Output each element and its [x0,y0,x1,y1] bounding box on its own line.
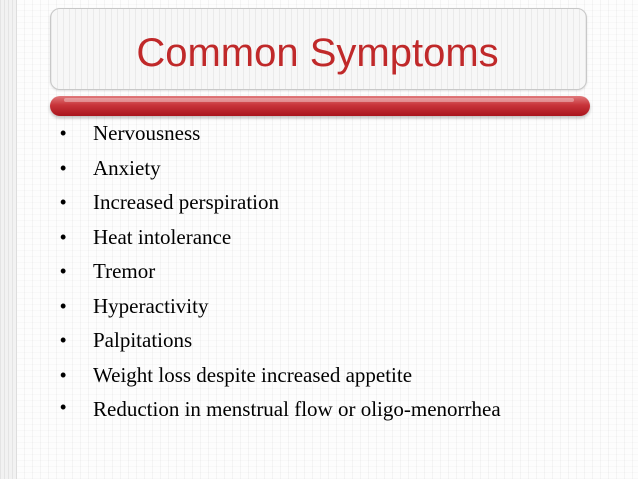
list-item [60,116,620,151]
bullet-dot-icon: • [60,397,67,417]
list-item [60,220,620,255]
bullet-dot-icon: • [60,192,67,212]
list-item-text: Palpitations [93,328,193,352]
list-item-text: Reduction in menstrual flow or oligo-menorrhea [93,397,501,421]
list-item [60,254,620,289]
list-item-text: Heat intolerance [93,224,232,249]
bullet-dot-icon: • [60,330,67,350]
list-item [60,392,513,425]
bullet-dot-icon: • [60,364,67,385]
left-decorative-strip [0,0,17,479]
list-item [60,289,620,324]
bullet-dot-icon: • [60,295,67,316]
list-item-text: Tremor [93,259,156,283]
bullet-dot-icon: • [60,157,67,178]
list-item [60,323,620,358]
bullet-dot-icon: • [60,261,67,281]
bullet-dot-icon: • [60,123,67,143]
list-item-text: Increased perspiration [93,190,279,214]
list-item-text: Weight loss despite increased appetite [93,362,413,387]
symptom-list [60,116,620,425]
list-item-text: Nervousness [93,121,201,145]
title-underline-highlight [64,98,574,102]
list-item-text: Anxiety [93,155,161,180]
slide-title: Common Symptoms [136,31,499,75]
list-item [60,358,620,393]
list-item-text: Hyperactivity [93,293,209,318]
bullet-dot-icon: • [60,226,67,247]
list-item [60,185,620,220]
list-item [60,151,620,186]
